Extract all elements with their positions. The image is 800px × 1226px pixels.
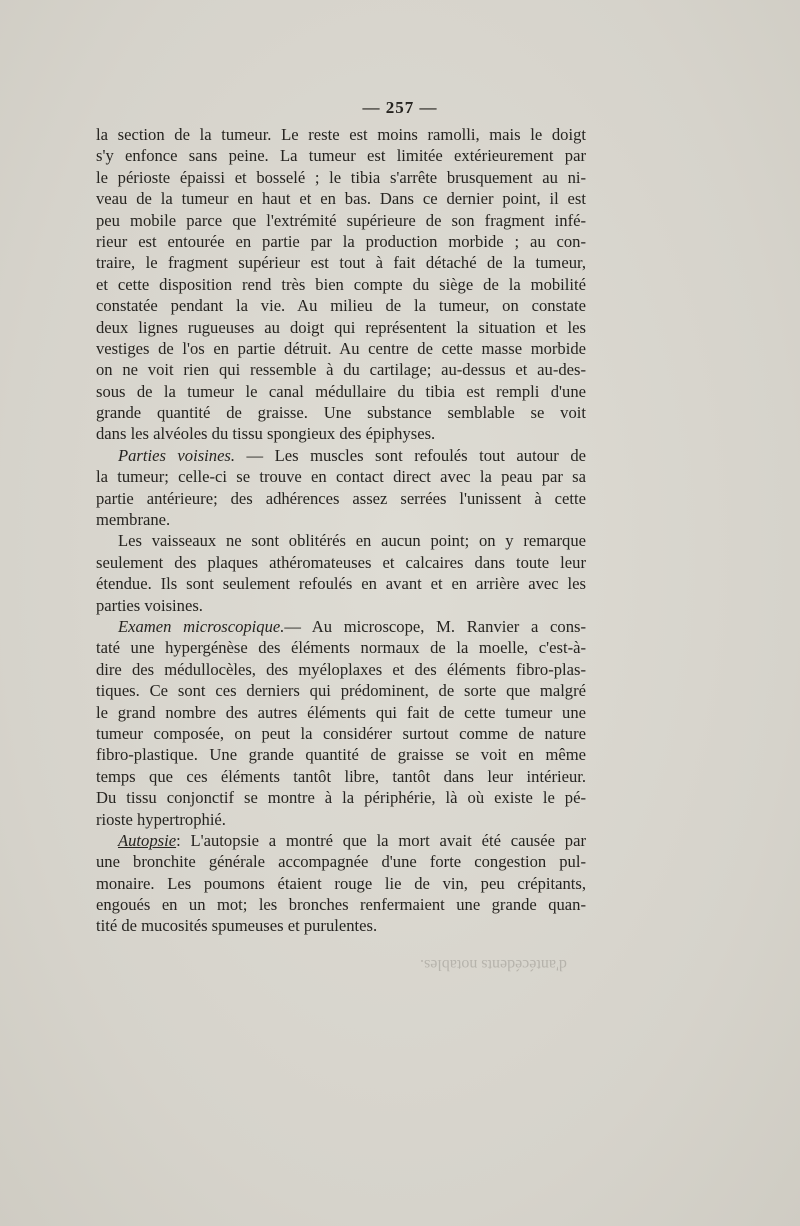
line-text: temps que ces éléments tantôt libre, tantôt dans leur intérieur. <box>96 766 586 786</box>
line-text: — Au microscope, M. Ranvier a cons- <box>284 616 586 636</box>
line-text: seulement des plaques athéromateuses et calcaires dans toute leur <box>96 552 586 572</box>
line-text: le périoste épaissi et bosselé ; le tibia s'arrête brusquement au ni- <box>96 167 586 187</box>
bleed-through-text: d'antécédents notables. <box>420 956 567 973</box>
line-text: dans les alvéoles du tissu spongieux des épiphyses. <box>96 424 436 444</box>
line-text: — Les muscles sont refoulés tout autour de <box>235 445 586 465</box>
line-text: peu mobile parce que l'extrémité supérieure de son fragment infé- <box>96 210 586 230</box>
text-line <box>96 637 586 658</box>
section-lead: Parties voisines. <box>118 445 236 465</box>
text-line <box>96 894 586 915</box>
line-text: engoués en un mot; les bronches renfermaient une grande quan- <box>96 895 586 915</box>
text-line <box>96 702 586 723</box>
text-line <box>96 552 586 573</box>
text-line <box>96 210 586 231</box>
line-text: constatée pendant la vie. Au milieu de la tumeur, on constate <box>96 296 586 316</box>
text-line <box>96 252 586 273</box>
text-line <box>96 744 586 765</box>
line-text: tumeur composée, on peut la considérer surtout comme de nature <box>96 723 586 743</box>
text-line <box>96 145 586 166</box>
text-line <box>96 488 586 509</box>
text-line <box>96 274 586 295</box>
line-text: membrane. <box>96 510 171 530</box>
text-line <box>96 381 586 402</box>
text-line <box>96 317 586 338</box>
text-line <box>96 680 586 701</box>
line-text: fibro-plastique. Une grande quantité de graisse se voit en même <box>96 745 586 765</box>
text-line <box>96 445 586 466</box>
text-line <box>96 509 586 530</box>
line-text: la section de la tumeur. Le reste est moins ramolli, mais le doigt <box>96 125 586 144</box>
line-text: Du tissu conjonctif se montre à la périphérie, là où existe le pé- <box>96 788 586 808</box>
line-text: grande quantité de graisse. Une substance semblable se voit <box>96 403 586 423</box>
line-text: rieur est entourée en partie par la production morbide ; au con- <box>96 231 586 251</box>
line-text: vestiges de l'os en partie détruit. Au centre de cette masse morbide <box>96 338 586 358</box>
section-lead: Autopsie <box>118 830 177 850</box>
line-text: parties voisines. <box>96 595 203 615</box>
line-text: tité de mucosités spumeuses et purulentes. <box>96 916 378 936</box>
text-line <box>96 167 586 188</box>
line-text: traire, le fragment supérieur est tout à fait détaché de la tumeur, <box>96 253 586 273</box>
text-line <box>96 659 586 680</box>
line-text: : L'autopsie a montré que la mort avait été causée par <box>176 830 586 850</box>
line-text: tiques. Ce sont ces derniers qui prédominent, de sorte que malgré <box>96 681 586 701</box>
section-lead: Examen microscopique. <box>118 616 285 636</box>
line-text: on ne voit rien qui ressemble à du cartilage; au-dessus et au-des- <box>96 360 586 380</box>
line-text: étendue. Ils sont seulement refoulés en avant et en arrière avec les <box>96 574 586 594</box>
text-line <box>96 830 586 851</box>
text-line <box>96 766 586 787</box>
text-line <box>96 595 586 616</box>
page-number: — 257 — <box>362 98 438 117</box>
text-line <box>96 530 586 551</box>
line-text: et cette disposition rend très bien compte du siège de la mobilité <box>96 274 586 294</box>
line-text: une bronchite générale accompagnée d'une forte congestion pul- <box>96 852 586 872</box>
text-line <box>96 402 586 423</box>
line-text: monaire. Les poumons étaient rouge lie de vin, peu crépitants, <box>96 873 586 893</box>
text-line <box>96 359 586 380</box>
text-line <box>96 616 586 637</box>
line-text: la tumeur; celle-ci se trouve en contact direct avec la peau par sa <box>96 467 586 487</box>
text-line <box>96 423 586 444</box>
text-line <box>96 124 586 145</box>
line-text: s'y enfonce sans peine. La tumeur est limitée extérieurement par <box>96 146 586 166</box>
text-line <box>96 809 586 830</box>
text-line <box>96 851 586 872</box>
line-text: partie antérieure; des adhérences assez serrées l'unissent à cette <box>96 488 586 508</box>
text-line <box>96 231 586 252</box>
text-line <box>96 338 586 359</box>
line-text: veau de la tumeur en haut et en bas. Dans ce dernier point, il est <box>96 189 586 209</box>
line-text: taté une hypergénèse des éléments normaux de la moelle, c'est-à- <box>96 638 586 658</box>
text-line <box>96 873 586 894</box>
line-text: sous de la tumeur le canal médullaire du tibia est rempli d'une <box>96 381 586 401</box>
text-line <box>96 787 586 808</box>
body-text <box>96 124 586 937</box>
line-text: Les vaisseaux ne sont oblitérés en aucun point; on y remarque <box>118 531 586 551</box>
text-line <box>96 573 586 594</box>
line-text: dire des médullocèles, des myéloplaxes et des éléments fibro-plas- <box>96 659 586 679</box>
text-line <box>96 295 586 316</box>
line-text: rioste hypertrophié. <box>96 809 226 829</box>
text-line <box>96 915 586 936</box>
text-line <box>96 466 586 487</box>
line-text: le grand nombre des autres éléments qui fait de cette tumeur une <box>96 702 586 722</box>
line-text: deux lignes rugueuses au doigt qui représentent la situation et les <box>96 317 586 337</box>
text-line <box>96 723 586 744</box>
text-line <box>96 188 586 209</box>
